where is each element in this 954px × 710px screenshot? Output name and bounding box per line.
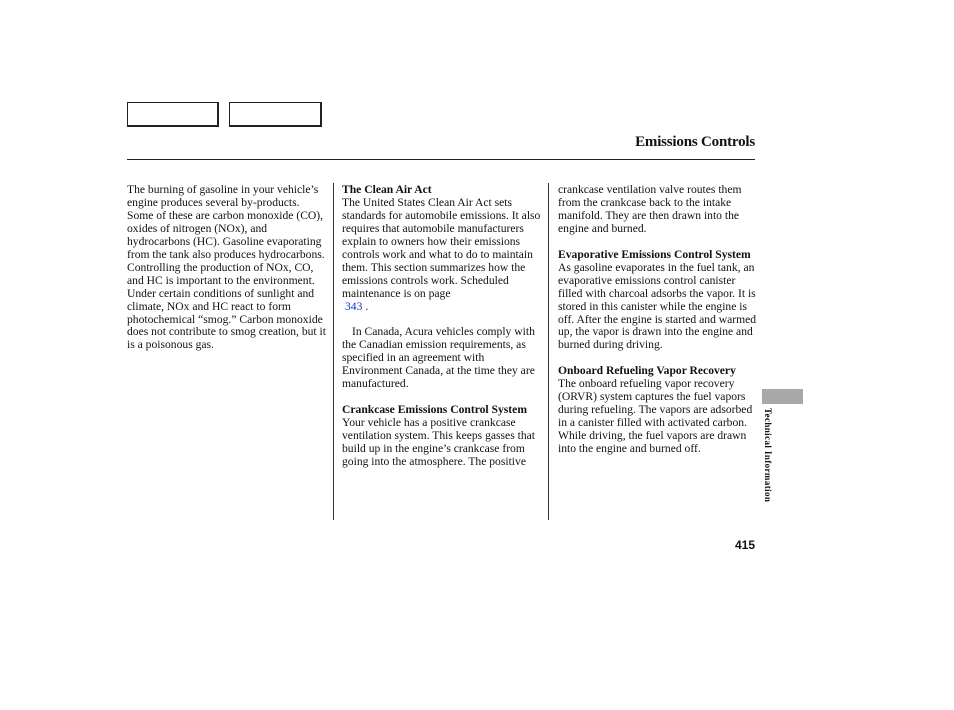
clean-air-act-text: The United States Clean Air Act sets standards for automobile emissions. It also requires that automobile manufacturers explain to owners how their emissions controls work and what to do to maintain them. This section summarizes how the emissions controls work. Scheduled maintenance is on page (342, 195, 541, 300)
column-divider-2 (548, 183, 549, 520)
column-divider-1 (333, 183, 334, 520)
crankcase-paragraph: Your vehicle has a positive crankcase ventilation system. This keeps gasses that build up in the engine’s crankcase from going into the atmosphere. The positive (342, 416, 535, 468)
section-tab-label: Technical Information (763, 408, 773, 503)
crankcase-continued-paragraph: crankcase ventilation valve routes them from the crankcase back to the intake manifold. They are then drawn into the engine and burned. (558, 183, 742, 235)
orvr-heading: Onboard Refueling Vapor Recovery (558, 364, 736, 378)
clean-air-act-paragraph (342, 197, 542, 314)
orvr-paragraph: The onboard refueling vapor recovery (ORVR) system captures the fuel vapors during refueling. The vapors are adsorbed in a canister filled with activated carbon. While driving, the fuel vapors are drawn into the engine and burned off. (558, 377, 753, 456)
crankcase-heading: Crankcase Emissions Control System (342, 403, 527, 417)
evaporative-paragraph: As gasoline evaporates in the fuel tank, an evaporative emissions control canister filled with charcoal adsorbs the vapor. It is stored in this canister while the engine is off. After the engine is started and warmed up, the vapor is drawn into the engine and burned during driving. (558, 260, 757, 352)
text-column-2 (342, 184, 542, 469)
page-number: 415 (734, 538, 755, 552)
page-reference-suffix: . (365, 299, 369, 313)
evaporative-heading: Evaporative Emissions Control System (558, 247, 751, 261)
intro-paragraph: The burning of gasoline in your vehicle’s engine produces several by-products. Some of these are carbon monoxide (CO), oxides of nitrogen (NOx), and hydrocarbons (HC). Gasoline evaporating from the tank also produces hydrocarbons. Controlling the production of NOx, CO, and HC is important to the environment. Under certain conditions of sunlight and climate, NOx and HC react to form photochemical “smog.” Carbon monoxide does not contribute to smog creation, but it is a poisonous gas. (127, 183, 326, 352)
header-divider (127, 159, 755, 160)
text-column-1 (127, 184, 327, 352)
clean-air-act-heading: The Clean Air Act (342, 183, 432, 196)
page-title: Emissions Controls (635, 134, 755, 150)
text-column-3 (558, 184, 758, 456)
section-tab (762, 389, 803, 404)
canada-paragraph: In Canada, Acura vehicles comply with the Canadian emission requirements, as specified in an agreement with Environment Canada, at the time they are manufactured. (342, 325, 535, 391)
page-reference-link[interactable]: 343 (345, 299, 363, 313)
nav-button-previous[interactable] (127, 102, 219, 127)
nav-button-next[interactable] (229, 102, 322, 127)
